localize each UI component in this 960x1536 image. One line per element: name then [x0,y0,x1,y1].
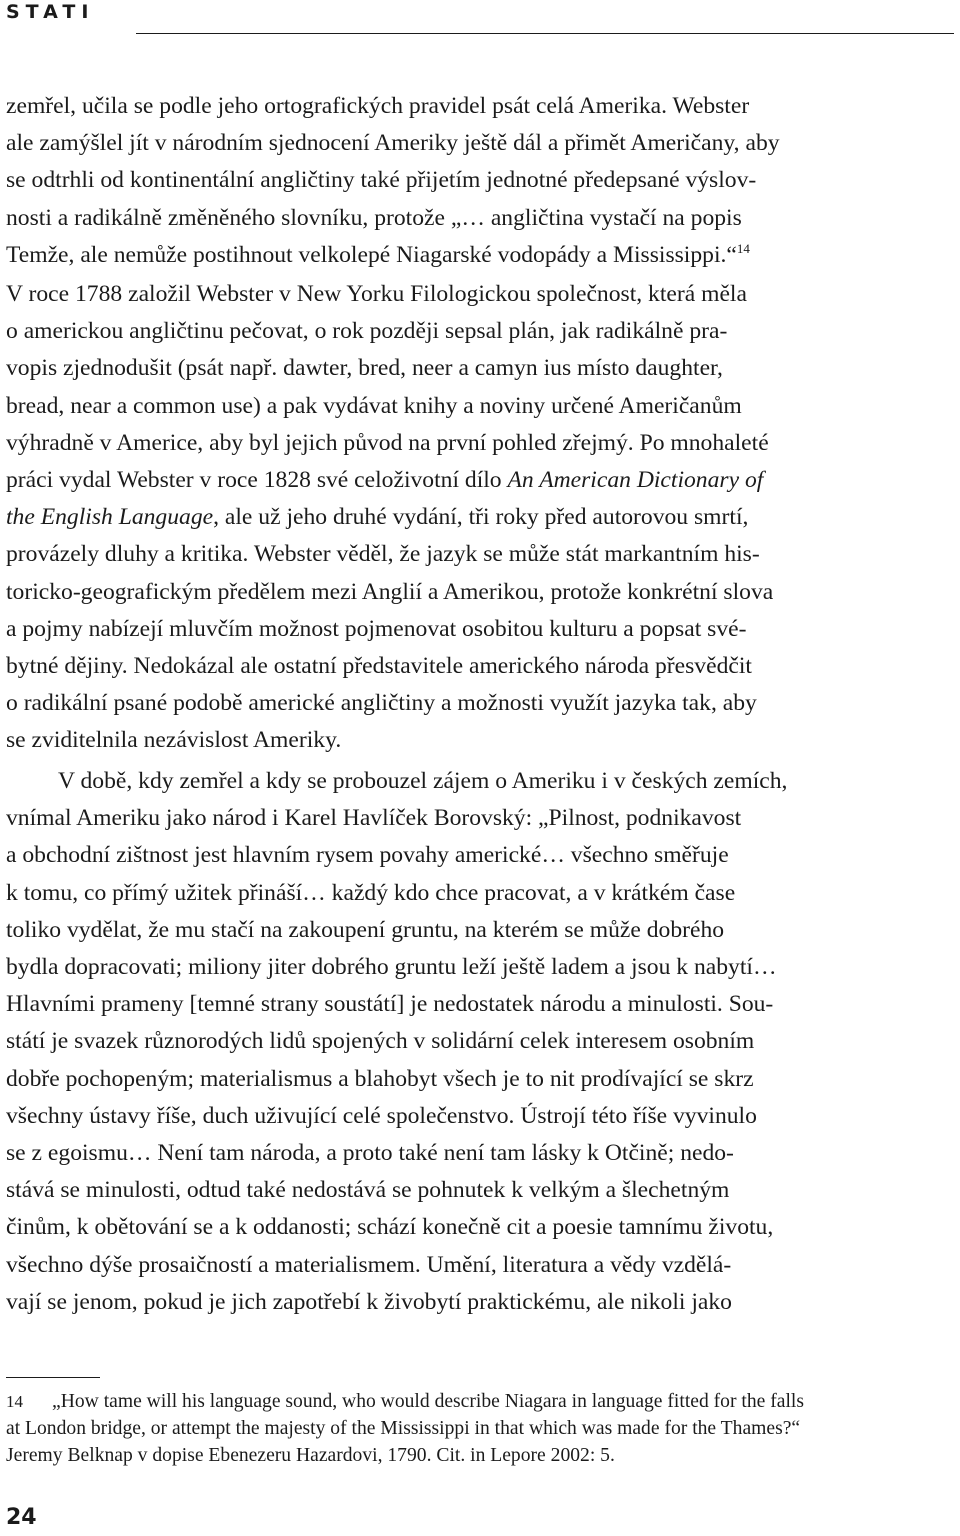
text-line: se odtrhli od kontinentální angličtiny také přijetím jednotné předepsané výslov- [6,167,757,194]
page-number: 24 [6,1505,37,1530]
text-line: se zviditelnila nezávislost Ameriky. [6,727,342,754]
book-title-italic: the English Language [6,504,214,531]
text-line: vnímal Ameriku jako národ i Karel Havlíček Borovský: „Pilnost, podnikavost [6,805,742,832]
text-line: státí je svazek různorodých lidů spojených v solidární celek interesem osobním [6,1028,755,1055]
text-line: vají se jenom, pokud je jich zapotřebí k živobytí praktickému, ale nikoli jako [6,1288,732,1315]
text-line: toliko vydělat, že mu stačí na zakoupení gruntu, na kterém se může dobrého [6,916,725,943]
text-line: toricko-geografickým předělem mezi Anglií a Amerikou, protože konkrétní slova [6,578,774,605]
header-rule [136,33,954,34]
text-line: a pojmy nabízejí mluvčím možnost pojmenovat osobitou kulturu a popsat své- [6,615,747,642]
footnote-number: 14 [6,1392,23,1411]
text-line: bydla dopracovati; miliony jiter dobrého gruntu leží ještě ladem a jsou k nabytí… [6,954,777,981]
text-line: o americkou angličtinu pečovat, o rok později sepsal plán, jak radikálně pra- [6,318,728,345]
text-line: zemřel, učila se podle jeho ortografických pravidel psát celá Amerika. Webster [6,93,750,119]
text-line: nosti a radikálně změněného slovníku, protože „… angličtina vystačí na popis [6,204,742,231]
text-line: se z egoismu… Není tam národa, a proto také není tam lásky k Otčině; nedo- [6,1140,734,1167]
footnote-line [6,1388,952,1415]
text-segment: , ale už jeho druhé vydání, tři roky před autorovou smrtí, [213,504,749,531]
text-segment: V době, kdy zemřel a kdy se probouzel zájem o Ameriku i v českých zemích, [58,768,788,794]
section-label: STATI [6,1,95,23]
footnote-line: Jeremy Belknap v dopise Ebenezeru Hazardovi, 1790. Cit. in Lepore 2002: 5. [6,1445,615,1466]
footnote-ref[interactable]: 14 [736,240,750,256]
text-line: a obchodní zištnost jest hlavním rysem povahy americké… všechno směřuje [6,842,729,869]
text-line: k tomu, co přímý užitek přináší… každý kdo chce pracovat, a v krátkém čase [6,879,736,906]
text-line: Hlavními prameny [temné strany soustátí] je nedostatek národu a minulosti. Sou- [6,991,774,1018]
text-line: všechny ústavy říše, duch uživující celé společenstvo. Ústrojí této říše vyvinulo [6,1102,757,1129]
running-header [0,0,960,40]
text-line: o radikální psané podobě americké angličtiny a možnosti využít jazyka tak, aby [6,690,757,717]
footnote-text: „How tame will his language sound, who would describe Niagara in language fitted for the falls [52,1391,804,1412]
text-line [6,462,952,499]
text-line: provázely dluhy a kritika. Webster věděl, že jazyk se může stát markantním his- [6,541,760,568]
text-line: ale zamýšlel jít v národním sjednocení Ameriky ještě dál a přimět Američany, aby [6,130,780,157]
text-line [6,763,952,800]
text-line: bytné dějiny. Nedokázal ale ostatní představitele amerického národa přesvědčit [6,653,752,680]
footnote-rule [6,1377,100,1378]
text-line: výhradně v Americe, aby byl jejich původ na první pohled zřejmý. Po mnohaleté [6,429,769,456]
text-segment: Temže, ale nemůže postihnout velkolepé Niagarské vodopády a Mississippi.“ [6,241,737,268]
paragraph-1 [6,88,952,760]
text-line: činům, k obětování se a k oddanosti; schází konečně cit a poesie tamnímu životu, [6,1214,774,1241]
text-line: dobře pochopeným; materialismus a blahobyt všech je to nit prodívající se skrz [6,1065,754,1092]
text-line: bread, near a common use) a pak vydávat knihy a noviny určené Američanům [6,392,742,419]
footnote [6,1388,952,1469]
text-segment: práci vydal Webster v roce 1828 své celoživotní dílo [6,467,508,494]
text-line: vopis zjednodušit (psát např. dawter, bred, neer a camyn ius místo daughter, [6,355,723,382]
text-line [6,237,952,276]
paragraph-2 [6,763,952,1321]
book-title-italic: An American Dictionary of [507,467,764,494]
text-line: všechno dýše prosaičností a materialismem. Umění, literatura a vědy vzdělá- [6,1251,732,1278]
text-line: stává se minulosti, odtud také nedostává se pohnutek k velkým a šlechetným [6,1177,730,1204]
text-line: V roce 1788 založil Webster v New Yorku Filologickou společnost, která měla [6,281,747,308]
text-line [6,499,952,536]
footnote-line: at London bridge, or attempt the majesty of the Mississippi in that which was made for the Thames?“ [6,1418,801,1439]
